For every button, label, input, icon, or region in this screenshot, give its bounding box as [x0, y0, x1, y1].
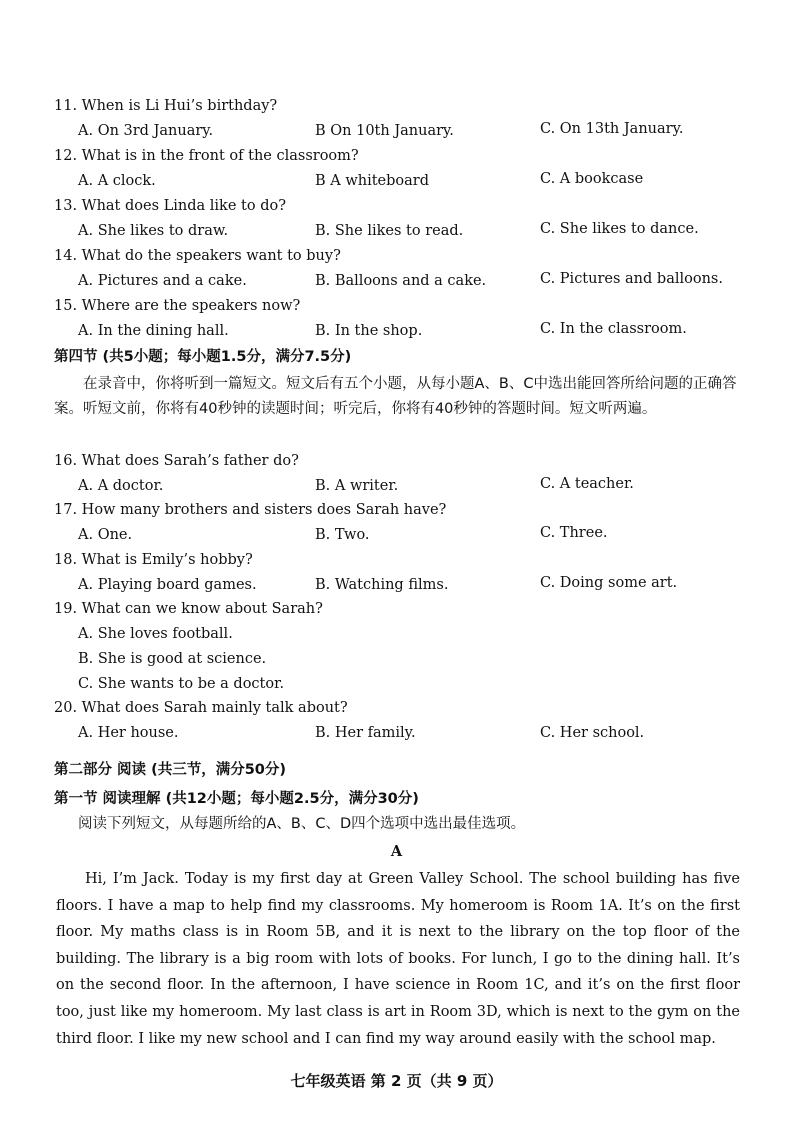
option-b: B. Watching films. [315, 577, 449, 593]
question-stem: 19. What can we know about Sarah? [54, 601, 323, 617]
option-c: C. On 13th January. [540, 121, 684, 137]
option-a: A. On 3rd January. [78, 123, 214, 139]
section-4-heading: 第四节 (共5小题；每小题1.5分，满分7.5分) [54, 349, 352, 365]
part-2-heading: 第二部分 阅读 (共三节，满分50分) [54, 762, 287, 778]
option-c: C. Doing some art. [540, 575, 678, 591]
option-c: C. She wants to be a doctor. [78, 676, 285, 692]
option-b: B. She likes to read. [315, 223, 464, 239]
question-stem: 13. What does Linda like to do? [54, 198, 286, 214]
option-c: C. Three. [540, 525, 608, 541]
option-a: A. A clock. [78, 173, 156, 189]
option-b: B. In the shop. [315, 323, 423, 339]
option-a: A. Her house. [78, 725, 179, 741]
option-c: C. In the classroom. [540, 321, 687, 337]
question-stem: 20. What does Sarah mainly talk about? [54, 700, 348, 716]
option-c: C. Her school. [540, 725, 645, 741]
question-stem: 11. When is Li Hui’s birthday? [54, 98, 278, 114]
question-stem: 14. What do the speakers want to buy? [54, 248, 341, 264]
option-b: B. A writer. [315, 478, 399, 494]
option-b: B On 10th January. [315, 123, 454, 139]
question-stem: 15. Where are the speakers now? [54, 298, 301, 314]
section-4-instruction: 在录音中，你将听到一篇短文。短文后有五个小题，从每小题A、B、C中选出能回答所给问题的正确答案。听短文前，你将有40秒钟的读题时间；听完后，你将有40秒钟的答题时间。短文听两遍。 [54, 376, 737, 417]
option-b: B. Her family. [315, 725, 416, 741]
page-footer: 七年级英语 第 2 页（共 9 页） [290, 1072, 503, 1090]
option-c: C. A bookcase [540, 171, 644, 187]
option-c: C. A teacher. [540, 476, 634, 492]
passage-text: Hi, I’m Jack. Today is my first day at Green Valley School. The school building has five floors. I have a map to help find my classrooms. My homeroom is Room 1A. It’s on the first floor. My maths class is in Room 5B, and it is next to the library on the top floor of the building. The library is a big room with lots of books. For lunch, I go to the dining hall. It’s on the second floor. In the afternoon, I have science in Room 1C, and it’s on the first floor too, just like my homeroom. My last class is art in Room 3D, which is next to the gym on the third floor. I like my new school and I can find my way around easily with the school map. [56, 871, 740, 1047]
option-a: A. She likes to draw. [78, 223, 229, 239]
question-stem: 12. What is in the front of the classroom? [54, 148, 359, 164]
option-b: B. Two. [315, 527, 370, 543]
reading-instruction: 阅读下列短文，从每题所给的A、B、C、D四个选项中选出最佳选项。 [78, 816, 526, 832]
option-a: A. In the dining hall. [78, 323, 229, 339]
question-stem: 17. How many brothers and sisters does Sarah have? [54, 502, 447, 518]
passage-title: A [390, 843, 403, 860]
option-c: C. She likes to dance. [540, 221, 699, 237]
question-stem: 18. What is Emily’s hobby? [54, 552, 253, 568]
option-b: B. She is good at science. [78, 651, 267, 667]
option-a: A. Playing board games. [78, 577, 257, 593]
option-a: A. A doctor. [78, 478, 164, 494]
option-a: A. One. [78, 527, 133, 543]
option-a: A. Pictures and a cake. [78, 273, 247, 289]
question-stem: 16. What does Sarah’s father do? [54, 453, 299, 469]
option-c: C. Pictures and balloons. [540, 271, 723, 287]
option-a: A. She loves football. [78, 626, 233, 642]
option-b: B A whiteboard [315, 173, 430, 189]
reading-section-1-heading: 第一节 阅读理解 (共12小题；每小题2.5分，满分30分) [54, 791, 419, 807]
option-b: B. Balloons and a cake. [315, 273, 487, 289]
